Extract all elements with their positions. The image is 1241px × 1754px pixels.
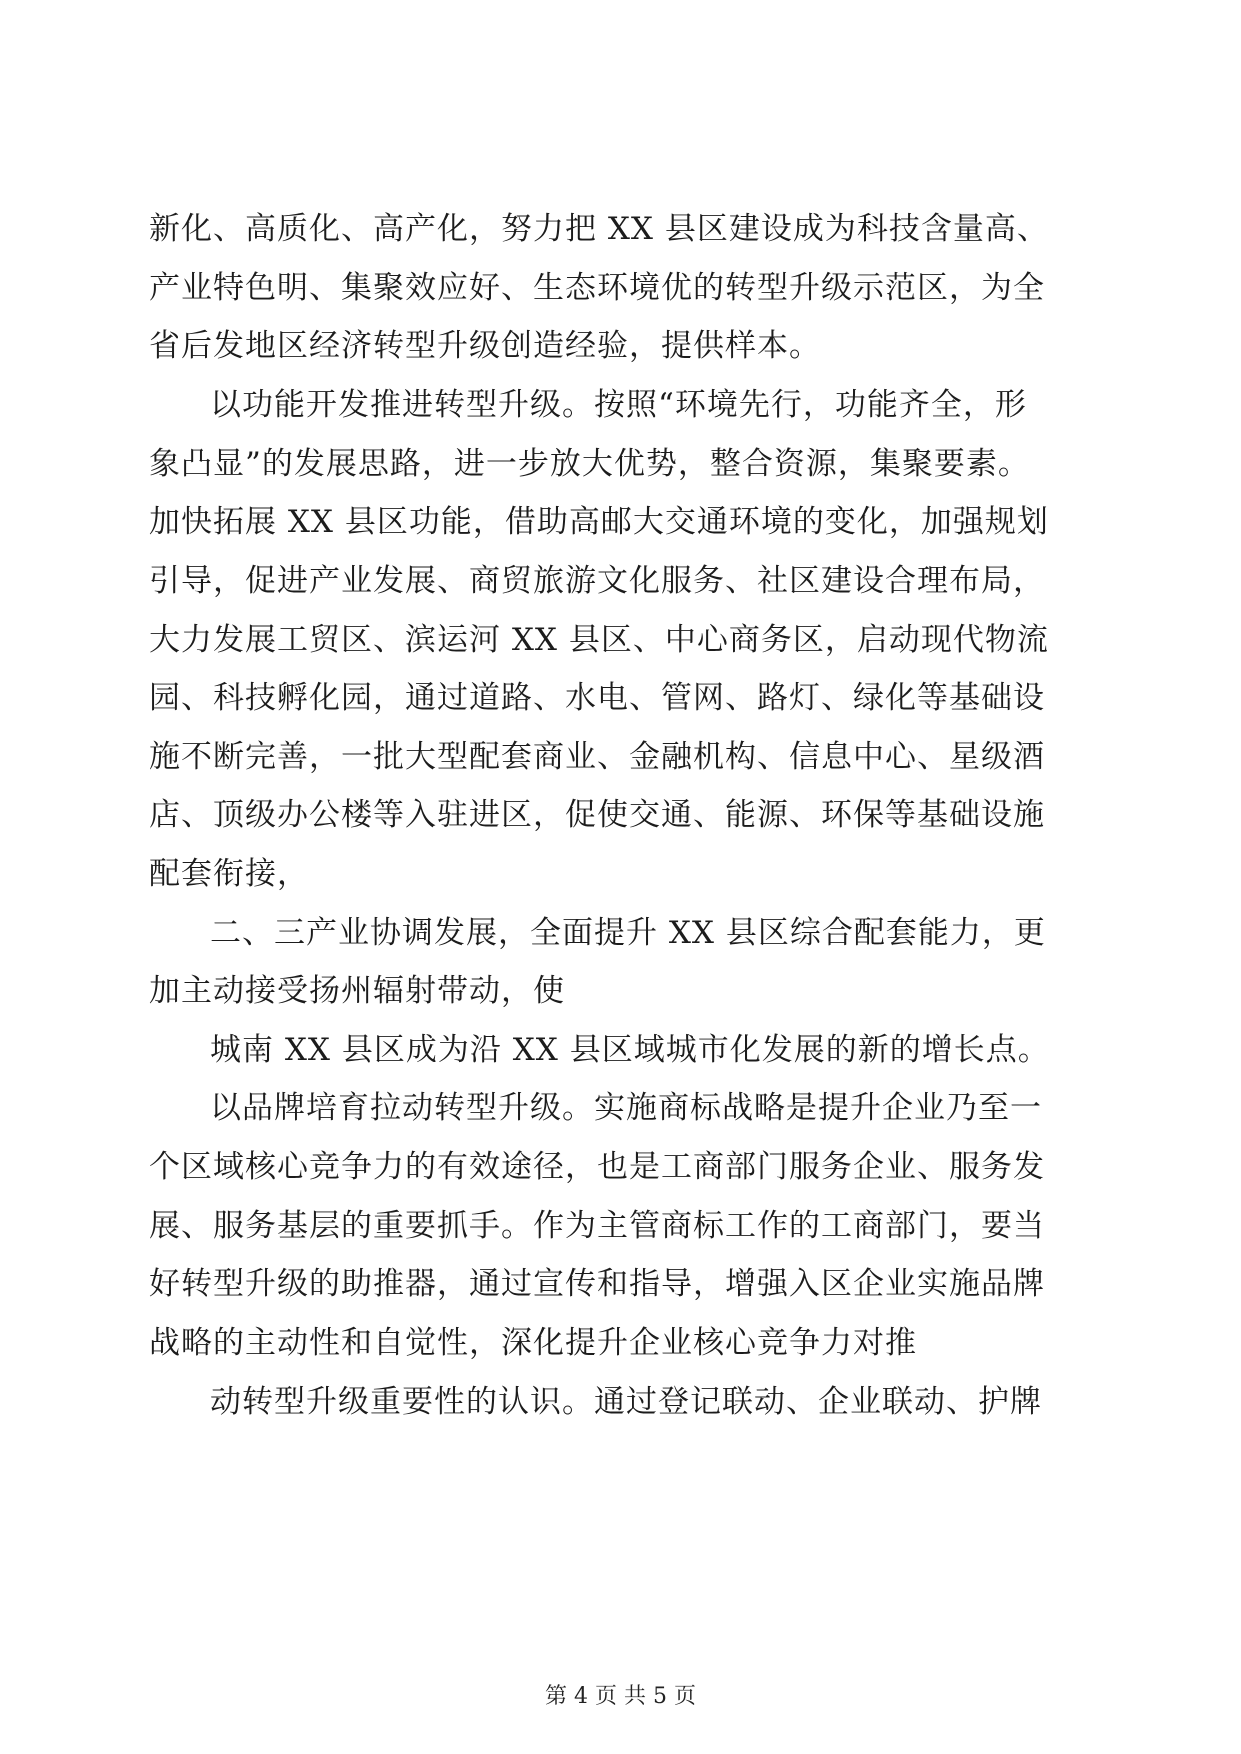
text-line: 战略的主动性和自觉性，深化提升企业核心竞争力对推 (149, 1325, 917, 1361)
text-line: 配套衔接， (149, 856, 309, 892)
text-line: 店、顶级办公楼等入驻进区，促使交通、能源、环保等基础设施 (149, 797, 1045, 833)
text-line: 好转型升级的助推器，通过宣传和指导，增强入区企业实施品牌 (149, 1266, 1045, 1302)
text-line: 施不断完善，一批大型配套商业、金融机构、信息中心、星级酒 (149, 739, 1045, 775)
text-line: 新化、高质化、高产化，努力把 XX 县区建设成为科技含量高、 (149, 211, 1049, 247)
text-line: 加快拓展 XX 县区功能，借助高邮大交通环境的变化，加强规划 (149, 504, 1049, 540)
text-line: 展、服务基层的重要抓手。作为主管商标工作的工商部门，要当 (149, 1208, 1045, 1244)
text-line: 二、三产业协调发展，全面提升 XX 县区综合配套能力，更 (210, 915, 1046, 951)
text-line: 城南 XX 县区成为沿 XX 县区域城市化发展的新的增长点。 (210, 1032, 1050, 1068)
text-line: 象凸显”的发展思路，进一步放大优势，整合资源，集聚要素。 (149, 446, 1030, 482)
text-line: 省后发地区经济转型升级创造经验，提供样本。 (149, 328, 821, 364)
text-line: 加主动接受扬州辐射带动，使 (149, 973, 565, 1009)
text-line: 园、科技孵化园，通过道路、水电、管网、路灯、绿化等基础设 (149, 680, 1045, 716)
text-line: 动转型升级重要性的认识。通过登记联动、企业联动、护牌 (210, 1384, 1042, 1420)
text-line: 以功能开发推进转型升级。按照“环境先行，功能齐全，形 (210, 387, 1027, 423)
page-number-footer: 第 4 页 共 5 页 (545, 1684, 696, 1709)
text-line: 个区域核心竞争力的有效途径，也是工商部门服务企业、服务发 (149, 1149, 1045, 1185)
text-line: 大力发展工贸区、滨运河 XX 县区、中心商务区，启动现代物流 (149, 622, 1049, 658)
text-line: 引导，促进产业发展、商贸旅游文化服务、社区建设合理布局， (149, 563, 1045, 599)
text-line: 以品牌培育拉动转型升级。实施商标战略是提升企业乃至一 (210, 1090, 1042, 1126)
text-line: 产业特色明、集聚效应好、生态环境优的转型升级示范区，为全 (149, 270, 1045, 306)
